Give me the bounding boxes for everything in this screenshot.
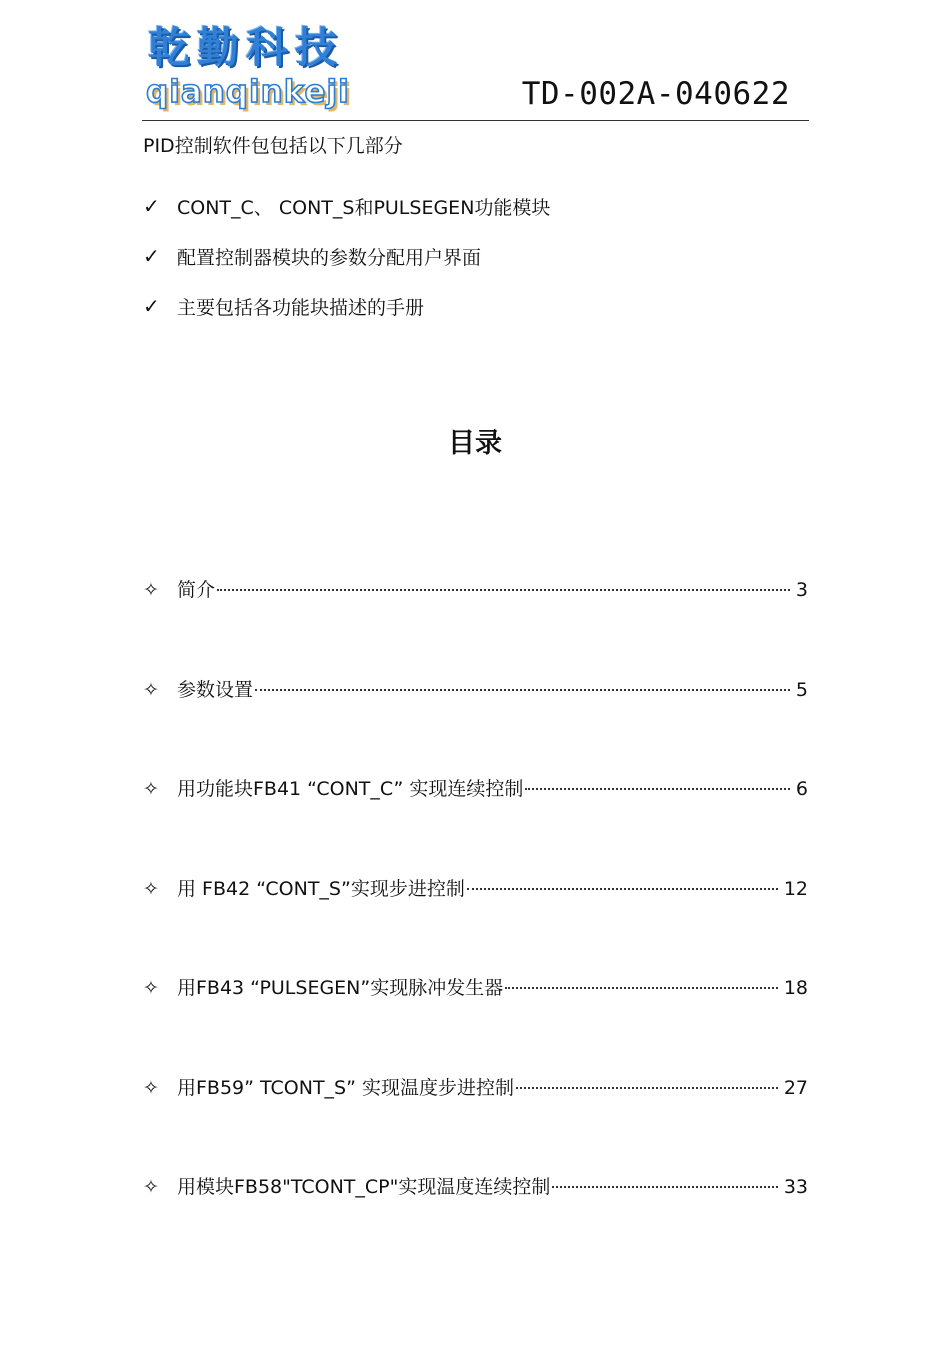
toc-entry-label: 用功能块FB41 “CONT_C” 实现连续控制 [177, 778, 524, 800]
dot-leader [505, 987, 778, 989]
star-bullet-icon: ✧ [143, 778, 159, 800]
toc-entry-page: 12 [783, 877, 808, 900]
toc-entry-page: 6 [795, 778, 808, 800]
toc-entry-page: 3 [795, 579, 808, 601]
feature-item [143, 231, 550, 281]
star-bullet-icon: ✧ [143, 1176, 159, 1198]
toc-entry[interactable] [143, 1172, 808, 1272]
toc-entry-label: 简介 [177, 579, 216, 601]
logo-pinyin-text: qianqinkeji [146, 74, 350, 110]
star-bullet-icon: ✧ [143, 1076, 159, 1099]
star-bullet-icon: ✧ [143, 678, 159, 701]
table-of-contents [143, 575, 808, 1272]
star-bullet-icon: ✧ [143, 579, 159, 601]
header-rule [142, 120, 809, 121]
star-bullet-icon: ✧ [143, 977, 159, 999]
dot-leader [516, 1087, 778, 1089]
toc-entry[interactable] [143, 675, 808, 775]
toc-entry-page: 5 [795, 678, 808, 701]
toc-entry-label: 参数设置 [177, 678, 254, 701]
toc-entry-page: 27 [783, 1076, 808, 1099]
toc-entry[interactable] [143, 774, 808, 874]
feature-item [143, 181, 550, 231]
dot-leader [552, 1186, 777, 1188]
intro-text: PID控制软件包包括以下几部分 [143, 135, 403, 157]
feature-label: 主要包括各功能块描述的手册 [177, 296, 425, 319]
toc-entry[interactable] [143, 1073, 808, 1173]
toc-entry-label: 用FB43 “PULSEGEN”实现脉冲发生器 [177, 977, 504, 999]
check-icon: ✓ [143, 194, 160, 218]
toc-entry-label: 用FB59” TCONT_S” 实现温度步进控制 [177, 1076, 515, 1099]
toc-entry-page: 18 [783, 977, 808, 999]
star-bullet-icon: ✧ [143, 877, 159, 900]
logo-chinese-text: 乾勤科技 [148, 23, 345, 72]
dot-leader [217, 589, 790, 591]
toc-entry-page: 33 [783, 1176, 808, 1198]
feature-label: CONT_C、 CONT_S和PULSEGEN功能模块 [177, 196, 551, 219]
toc-title: 目录 [448, 428, 502, 459]
dot-leader [467, 888, 778, 890]
feature-item [143, 281, 550, 331]
company-logo [146, 22, 386, 112]
dot-leader [525, 788, 790, 790]
toc-entry-label: 用模块FB58"TCONT_CP"实现温度连续控制 [177, 1176, 551, 1198]
toc-entry-label: 用 FB42 “CONT_S”实现步进控制 [177, 877, 465, 900]
check-icon: ✓ [143, 294, 160, 318]
dot-leader [255, 689, 790, 691]
feature-list [143, 181, 550, 331]
document-code: TD-002A-040622 [521, 76, 790, 112]
toc-entry[interactable] [143, 973, 808, 1073]
toc-entry[interactable] [143, 575, 808, 675]
toc-entry[interactable] [143, 874, 808, 974]
feature-label: 配置控制器模块的参数分配用户界面 [177, 246, 482, 269]
check-icon: ✓ [143, 244, 160, 268]
